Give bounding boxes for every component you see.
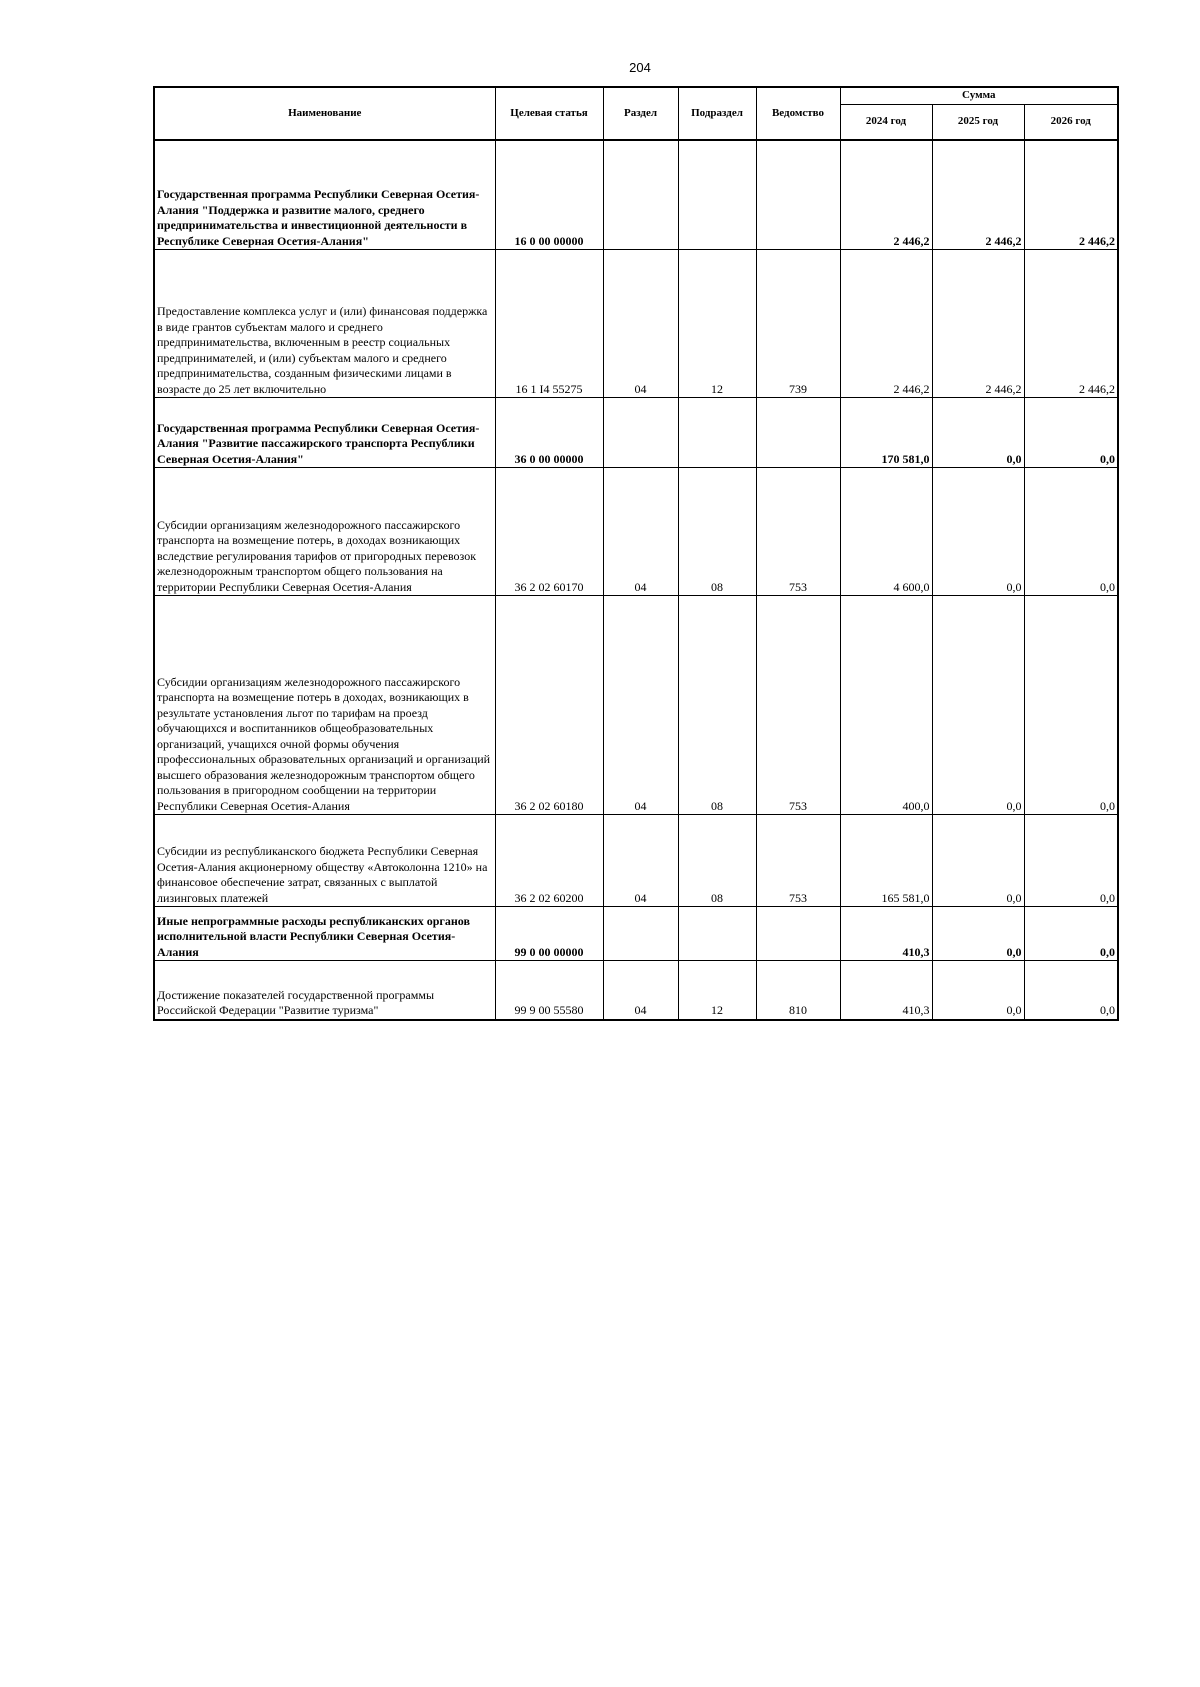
row-section: 04 — [603, 961, 678, 1020]
row-name: Государственная программа Республики Северная Осетия-Алания "Поддержка и развитие малого, среднего предпринимательства и инвестиционной деятельности в Республике Северная Осетия-Алания" — [154, 140, 495, 250]
header-year-2024: 2024 год — [840, 104, 932, 140]
row-sum-2026: 2 446,2 — [1024, 140, 1118, 250]
table-row — [154, 250, 1118, 398]
row-target-article: 36 2 02 60180 — [495, 596, 603, 815]
row-name: Достижение показателей государственной программы Российской Федерации "Развитие туризма" — [154, 961, 495, 1020]
row-sum-2024: 165 581,0 — [840, 815, 932, 907]
row-sum-2025: 2 446,2 — [932, 250, 1024, 398]
row-sum-2025: 0,0 — [932, 907, 1024, 961]
header-year-2026: 2026 год — [1024, 104, 1118, 140]
header-sum: Сумма — [840, 87, 1118, 104]
row-subsection: 08 — [678, 815, 756, 907]
row-section: 04 — [603, 815, 678, 907]
page-number: 204 — [629, 60, 651, 75]
row-section — [603, 140, 678, 250]
row-subsection: 08 — [678, 468, 756, 596]
row-subsection — [678, 398, 756, 468]
header-year-2025: 2025 год — [932, 104, 1024, 140]
row-department: 810 — [756, 961, 840, 1020]
row-subsection — [678, 140, 756, 250]
row-section: 04 — [603, 468, 678, 596]
row-name: Государственная программа Республики Северная Осетия-Алания "Развитие пассажирского транспорта Республики Северная Осетия-Алания" — [154, 398, 495, 468]
row-department — [756, 140, 840, 250]
row-sum-2024: 410,3 — [840, 961, 932, 1020]
row-target-article: 16 1 I4 55275 — [495, 250, 603, 398]
row-sum-2024: 410,3 — [840, 907, 932, 961]
table-row — [154, 907, 1118, 961]
table-row — [154, 398, 1118, 468]
row-sum-2025: 0,0 — [932, 596, 1024, 815]
row-sum-2026: 0,0 — [1024, 961, 1118, 1020]
row-section: 04 — [603, 250, 678, 398]
row-sum-2026: 0,0 — [1024, 907, 1118, 961]
row-sum-2025: 2 446,2 — [932, 140, 1024, 250]
row-sum-2024: 400,0 — [840, 596, 932, 815]
row-department: 753 — [756, 815, 840, 907]
table-row — [154, 468, 1118, 596]
row-name: Субсидии организациям железнодорожного пассажирского транспорта на возмещение потерь в доходах, возникающих в результате установления льгот по тарифам на проезд обучающихся и воспитанников общеобразовательных организаций, учащихся очной формы обучения профессиональных образовательных организаций и организаций высшего образования железнодорожным транспортом общего пользования в пригородном сообщении на территории Республики Северная Осетия-Алания — [154, 596, 495, 815]
header-section: Раздел — [603, 87, 678, 140]
budget-table — [153, 86, 1119, 1021]
row-target-article: 36 0 00 00000 — [495, 398, 603, 468]
row-target-article: 99 9 00 55580 — [495, 961, 603, 1020]
row-department — [756, 398, 840, 468]
header-name: Наименование — [154, 87, 495, 140]
row-sum-2025: 0,0 — [932, 815, 1024, 907]
header-department: Ведомство — [756, 87, 840, 140]
row-subsection: 12 — [678, 961, 756, 1020]
row-sum-2026: 0,0 — [1024, 596, 1118, 815]
table-row — [154, 140, 1118, 250]
row-target-article: 16 0 00 00000 — [495, 140, 603, 250]
row-sum-2026: 0,0 — [1024, 468, 1118, 596]
row-sum-2024: 170 581,0 — [840, 398, 932, 468]
row-subsection: 08 — [678, 596, 756, 815]
row-name: Субсидии из республиканского бюджета Республики Северная Осетия-Алания акционерному обществу «Автоколонна 1210» на финансовое обеспечение затрат, связанных с выплатой лизинговых платежей — [154, 815, 495, 907]
row-sum-2024: 4 600,0 — [840, 468, 932, 596]
row-sum-2026: 0,0 — [1024, 815, 1118, 907]
row-sum-2025: 0,0 — [932, 961, 1024, 1020]
row-section: 04 — [603, 596, 678, 815]
row-target-article: 36 2 02 60200 — [495, 815, 603, 907]
row-subsection: 12 — [678, 250, 756, 398]
row-sum-2025: 0,0 — [932, 398, 1024, 468]
row-target-article: 99 0 00 00000 — [495, 907, 603, 961]
header-target-article: Целевая статья — [495, 87, 603, 140]
row-name: Предоставление комплекса услуг и (или) финансовая поддержка в виде грантов субъектам малого и среднего предпринимательства, включенным в реестр социальных предпринимателей, и (или) субъектам малого и среднего предпринимательства, созданным физическими лицами в возрасте до 25 лет включительно — [154, 250, 495, 398]
header-subsection: Подраздел — [678, 87, 756, 140]
row-section — [603, 907, 678, 961]
row-name: Иные непрограммные расходы республиканских органов исполнительной власти Республики Северная Осетия-Алания — [154, 907, 495, 961]
row-name: Субсидии организациям железнодорожного пассажирского транспорта на возмещение потерь, в доходах возникающих вследствие регулирования тарифов от пригородных перевозок железнодорожным транспортом общего пользования на территории Республики Северная Осетия-Алания — [154, 468, 495, 596]
row-subsection — [678, 907, 756, 961]
row-sum-2026: 0,0 — [1024, 398, 1118, 468]
table-row — [154, 961, 1118, 1020]
row-department: 739 — [756, 250, 840, 398]
row-section — [603, 398, 678, 468]
row-sum-2025: 0,0 — [932, 468, 1024, 596]
row-sum-2026: 2 446,2 — [1024, 250, 1118, 398]
row-target-article: 36 2 02 60170 — [495, 468, 603, 596]
row-department: 753 — [756, 468, 840, 596]
table-row — [154, 815, 1118, 907]
row-department: 753 — [756, 596, 840, 815]
row-department — [756, 907, 840, 961]
table-row — [154, 596, 1118, 815]
row-sum-2024: 2 446,2 — [840, 250, 932, 398]
row-sum-2024: 2 446,2 — [840, 140, 932, 250]
